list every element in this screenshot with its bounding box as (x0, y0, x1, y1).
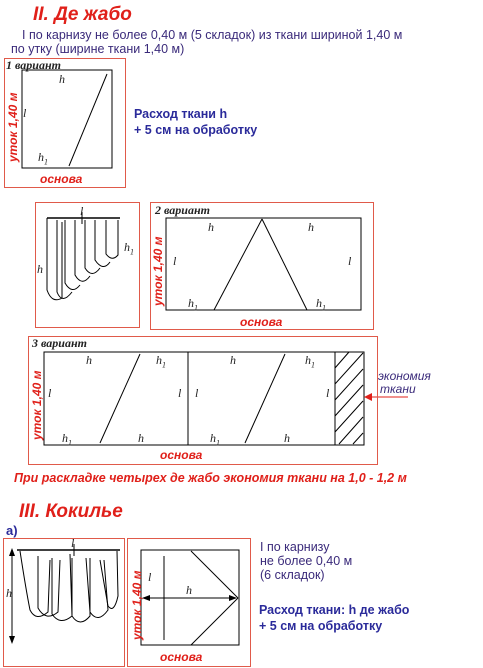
jabot-label-h1: $h_1$ (124, 240, 134, 257)
section-title-coquille: III. Кокилье (19, 501, 123, 522)
coquille-drawing-frame (3, 538, 125, 667)
v1-label-l: l (23, 106, 27, 120)
v2-label-h-left: h (208, 220, 214, 234)
economy-line-2: ткани (380, 382, 416, 396)
coq-consumption-line-1: Расход ткани: h де жабо (259, 603, 410, 617)
jabot-drawing-frame (35, 202, 140, 328)
v1-label-h1: $h_1$ (38, 150, 48, 167)
coq-pattern-label-h: h (186, 583, 192, 597)
variant-2-title: 2 вариант (155, 203, 210, 217)
economy-note: При раскладке четырех де жабо экономия ткани на 1,0 - 1,2 м (14, 471, 407, 485)
v2-label-l-right: l (348, 254, 352, 268)
section-title-de-jabot: II. Де жабо (33, 4, 132, 25)
coq-info-line-2: не более 0,40 м (260, 554, 353, 568)
variant-1-frame (4, 58, 126, 188)
variant-2-frame (150, 202, 374, 330)
intro-line-2: по утку (ширине ткани 1,40 м) (11, 42, 185, 56)
v3-label-h1-top-1: $h_1$ (156, 353, 166, 370)
variant-1-title: 1 вариант (6, 58, 61, 72)
v2-label-h1-left: $h_1$ (188, 296, 198, 313)
jabot-label-l: l (80, 204, 84, 218)
coquille-pattern-frame (127, 538, 251, 667)
coq-consumption-line-2: + 5 см на обработку (259, 619, 383, 633)
v1-utok-label: уток 1,40 м (6, 92, 20, 162)
section3-sub-a: а) (6, 523, 18, 538)
coq-utok-label: уток 1,40 м (130, 570, 144, 640)
jabot-label-h: h (37, 262, 43, 276)
v3-utok-label: уток 1,40 м (30, 370, 44, 440)
coquille-info (260, 540, 352, 582)
v3-label-l-4: l (326, 386, 330, 400)
coq-pattern-label-l: l (148, 570, 152, 584)
v1-osnova-label: основа (40, 172, 83, 186)
coq-info-line-3: (6 складок) (260, 568, 325, 582)
coq-info-line-1: I по карнизу (260, 540, 330, 554)
v3-label-l-3: l (195, 386, 199, 400)
v3-label-l-1: l (48, 386, 52, 400)
v2-label-h1-right: $h_1$ (316, 296, 326, 313)
coq-label-h: h (6, 586, 12, 600)
v3-label-h1-bottom-2: $h_1$ (210, 431, 220, 448)
coq-osnova-label: основа (160, 650, 203, 664)
v1-consumption-line-1: Расход ткани h (134, 107, 228, 121)
variant-3-title: 3 вариант (32, 336, 87, 350)
v3-osnova-label: основа (160, 448, 203, 462)
v3-label-l-2: l (178, 386, 182, 400)
intro-line-1: I по карнизу не более 0,40 м (5 складок) из ткани шириной 1,40 м (22, 28, 403, 42)
v3-label-h-bottom-1: h (138, 431, 144, 445)
v2-label-l-left: l (173, 254, 177, 268)
economy-label (378, 370, 431, 396)
v2-osnova-label: основа (240, 315, 283, 329)
v3-label-h1-top-2: $h_1$ (305, 353, 315, 370)
v3-label-h-bottom-2: h (284, 431, 290, 445)
v2-utok-label: уток 1,40 м (151, 236, 165, 306)
v3-label-h1-bottom-1: $h_1$ (62, 431, 72, 448)
v3-label-h-2: h (230, 353, 236, 367)
v1-consumption-line-2: + 5 см на обработку (134, 123, 258, 137)
v2-label-h-right: h (308, 220, 314, 234)
economy-line-1: экономия (378, 369, 431, 383)
coq-label-l: l (71, 536, 75, 550)
v1-label-h: h (59, 72, 65, 86)
v3-label-h-1: h (86, 353, 92, 367)
